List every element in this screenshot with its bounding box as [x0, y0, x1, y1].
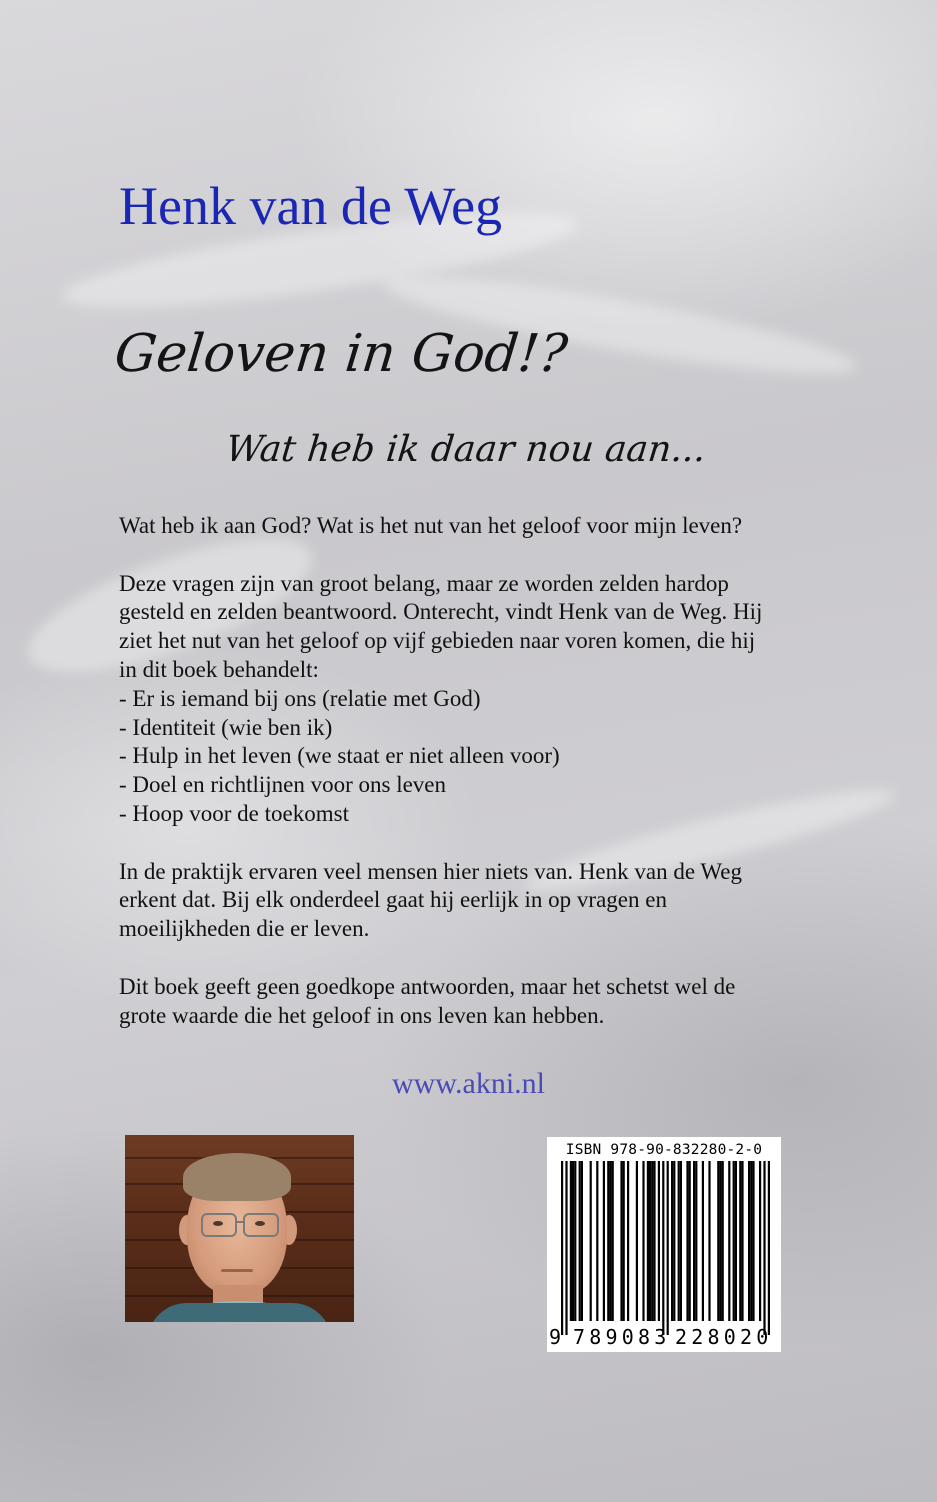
- barcode-bar: [717, 1161, 719, 1321]
- barcode-bar: [612, 1161, 614, 1321]
- barcode-bar: [623, 1161, 625, 1321]
- barcode-bar: [752, 1161, 754, 1321]
- barcode-bar: [627, 1161, 629, 1321]
- barcode-bar: [647, 1161, 649, 1321]
- blurb-line: Deze vragen zijn van groot belang, maar ze worden zelden hardop: [119, 570, 729, 596]
- barcode-bar: [680, 1161, 682, 1321]
- barcode-bar: [620, 1161, 622, 1321]
- back-cover-blurb: [119, 512, 879, 1030]
- blurb-line: In de praktijk ervaren veel mensen hier niets van. Henk van de Weg: [119, 858, 742, 884]
- barcode-bar: [653, 1161, 655, 1321]
- barcode-bar: [702, 1161, 704, 1321]
- barcode-bar: [695, 1161, 697, 1321]
- barcode-bar: [689, 1161, 691, 1321]
- barcode-bar: [693, 1161, 695, 1321]
- blurb-intro: Wat heb ik aan God? Wat is het nut van het geloof voor mijn leven?: [119, 513, 743, 538]
- list-item: - Hoop voor de toekomst: [119, 800, 349, 826]
- barcode-bar: [642, 1161, 644, 1321]
- isbn-barcode: [547, 1137, 781, 1352]
- blurb-line: ziet het nut van het geloof op vijf gebieden naar voren komen, die hij: [119, 628, 756, 654]
- barcode-bar: [671, 1161, 673, 1321]
- barcode-bar: [750, 1161, 752, 1321]
- blurb-line: in dit boek behandelt:: [119, 656, 319, 682]
- blurb-line: moeilijkheden die er leven.: [119, 916, 370, 942]
- barcode-bar: [636, 1161, 638, 1321]
- barcode-bar: [719, 1161, 721, 1321]
- list-item: - Hulp in het leven (we staat er niet alleen voor): [119, 743, 560, 769]
- blurb-line: grote waarde die het geloof in ons leven kan hebben.: [119, 1002, 605, 1028]
- barcode-bar: [748, 1161, 750, 1321]
- author-photo: [125, 1135, 354, 1322]
- barcode-bar: [768, 1161, 770, 1335]
- barcode-bar: [733, 1161, 735, 1321]
- list-item: - Doel en richtlijnen voor ons leven: [119, 772, 447, 798]
- barcode-bar: [649, 1161, 651, 1321]
- barcode-bar: [759, 1161, 761, 1321]
- barcode-bars: [547, 1137, 781, 1352]
- barcode-bar: [728, 1161, 730, 1321]
- barcode-bar: [603, 1161, 605, 1321]
- barcode-bar: [596, 1161, 598, 1321]
- barcode-left-digits: 789083: [573, 1325, 671, 1349]
- barcode-bar: [590, 1161, 592, 1321]
- barcode-bar: [678, 1161, 680, 1321]
- barcode-bar: [651, 1161, 653, 1321]
- barcode-bar: [581, 1161, 583, 1321]
- author-name: Henk van de Weg: [119, 176, 503, 236]
- blurb-line: Dit boek geeft geen goedkope antwoorden, maar het schetst wel de: [119, 973, 736, 999]
- barcode-bar: [607, 1161, 609, 1321]
- barcode-first-digit: 9: [549, 1325, 562, 1349]
- blurb-line: erkent dat. Bij elk onderdeel gaat hij eerlijk in op vragen en: [119, 887, 667, 913]
- barcode-bar: [667, 1161, 669, 1335]
- barcode-bar: [686, 1161, 688, 1321]
- barcode-bar: [561, 1161, 563, 1335]
- list-item: - Er is iemand bij ons (relatie met God): [119, 685, 481, 711]
- barcode-bar: [572, 1161, 574, 1321]
- barcode-bar: [739, 1161, 741, 1321]
- barcode-bar: [708, 1161, 710, 1321]
- barcode-bar: [735, 1161, 737, 1321]
- barcode-bar: [658, 1161, 660, 1321]
- isbn-label: ISBN 978-90-832280-2-0: [565, 1142, 763, 1158]
- barcode-bar: [763, 1161, 765, 1335]
- barcode-bar: [741, 1161, 743, 1321]
- publisher-website: www.akni.nl: [391, 1067, 546, 1100]
- barcode-bar: [570, 1161, 572, 1321]
- book-subtitle: Wat heb ik daar nou aan...: [223, 429, 708, 470]
- blurb-line: gesteld en zelden beantwoord. Onterecht, vindt Henk van de Weg. Hij: [119, 599, 763, 625]
- barcode-bar: [722, 1161, 724, 1321]
- book-title: Geloven in God!?: [111, 324, 571, 384]
- barcode-bar: [565, 1161, 567, 1335]
- barcode-bar: [662, 1161, 664, 1335]
- barcode-right-digits: 228020: [675, 1325, 773, 1349]
- barcode-bar: [579, 1161, 581, 1321]
- barcode-bar: [673, 1161, 675, 1321]
- list-item: - Identiteit (wie ben ik): [119, 714, 333, 740]
- barcode-bar: [609, 1161, 611, 1321]
- barcode-bar: [574, 1161, 576, 1321]
